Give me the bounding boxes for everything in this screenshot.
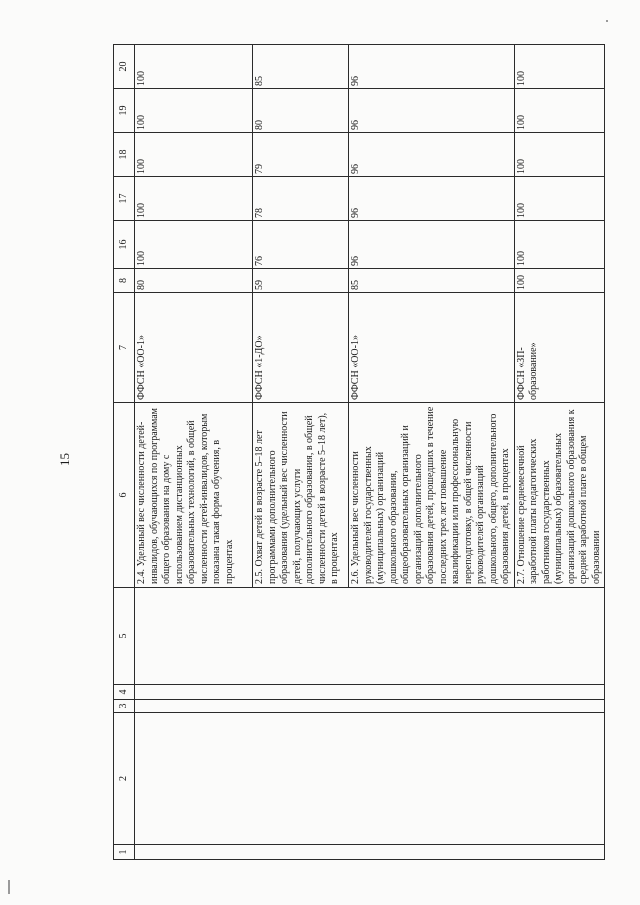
value-cell: 96 xyxy=(349,221,515,269)
indicator-text: 2.6. Удельный вес численности руководителей государственных (муниципальных) организаций дошкольного образования, общеобразовательных организаций и организаций дополнительного образования детей, прошедших в течение последних трех лет повышение квалификации или профессиональную переподготовку, в общей численности руководителей организаций дошкольного, общего, дополнительного образования детей, в процентах xyxy=(349,403,515,588)
empty-cell xyxy=(135,685,605,700)
indicator-text: 2.4. Удельный вес численности детей-инвалидов, обучающихся по программам общего образования на дому с использованием дистанционных образовательных технологий, в общей численности детей-инвалидов, которым показана такая форма обучения, в процентах xyxy=(135,403,253,588)
header-cell: 1 xyxy=(114,845,135,860)
page-number: 15 xyxy=(57,453,72,466)
indicator-text: 2.5. Охват детей в возрасте 5–18 лет программами дополнительного образования (удельный вес численности детей, получающих услуги дополнительного образования, в общей численности детей в возрасте 5–18 лет), в процентах xyxy=(253,403,349,588)
value-cell: 100 xyxy=(135,89,253,133)
header-row xyxy=(114,45,135,860)
header-cell: 2 xyxy=(114,713,135,845)
header-cell: 20 xyxy=(114,45,135,89)
empty-cell xyxy=(135,700,605,713)
indicators-table xyxy=(113,44,605,860)
value-cell: 100 xyxy=(135,45,253,89)
value-cell: 100 xyxy=(514,269,605,293)
value-cell: 85 xyxy=(253,45,349,89)
header-cell: 16 xyxy=(114,221,135,269)
source-text: ФФСН «ОО-1» xyxy=(135,293,253,403)
header-cell: 17 xyxy=(114,177,135,221)
value-cell: 100 xyxy=(514,89,605,133)
source-text: ФФСН «ЗП-образование» xyxy=(514,293,605,403)
header-cell: 8 xyxy=(114,269,135,293)
value-cell: 100 xyxy=(135,133,253,177)
header-cell: 4 xyxy=(114,685,135,700)
value-cell: 96 xyxy=(349,89,515,133)
value-cell: 85 xyxy=(349,269,515,293)
source-text: ФФСН «1-ДО» xyxy=(253,293,349,403)
value-cell: 96 xyxy=(349,177,515,221)
value-cell: 100 xyxy=(135,221,253,269)
value-cell: 80 xyxy=(253,89,349,133)
value-cell: 80 xyxy=(135,269,253,293)
header-cell: 6 xyxy=(114,403,135,588)
table-row xyxy=(135,45,253,860)
value-cell: 100 xyxy=(514,45,605,89)
value-cell: 96 xyxy=(349,45,515,89)
header-cell: 7 xyxy=(114,293,135,403)
source-text: ФФСН «ОО-1» xyxy=(349,293,515,403)
value-cell: 100 xyxy=(135,177,253,221)
value-cell: 59 xyxy=(253,269,349,293)
indicator-text: 2.7. Отношение среднемесячной заработной платы педагогических работников государственных (муниципальных) образовательных организаций дошкольного образования к средней заработной плате в общем образовании xyxy=(514,403,605,588)
empty-cell xyxy=(135,845,605,860)
value-cell: 79 xyxy=(253,133,349,177)
header-cell: 18 xyxy=(114,133,135,177)
header-cell: 19 xyxy=(114,89,135,133)
value-cell: 100 xyxy=(514,221,605,269)
rotated-table-container xyxy=(113,45,602,860)
header-cell: 5 xyxy=(114,588,135,685)
value-cell: 78 xyxy=(253,177,349,221)
empty-cell xyxy=(135,588,605,685)
scan-mark-right xyxy=(606,20,608,22)
value-cell: 100 xyxy=(514,177,605,221)
value-cell: 100 xyxy=(514,133,605,177)
value-cell: 96 xyxy=(349,133,515,177)
header-cell: 3 xyxy=(114,700,135,713)
empty-cell xyxy=(135,713,605,845)
scan-mark-left xyxy=(8,880,10,894)
value-cell: 76 xyxy=(253,221,349,269)
